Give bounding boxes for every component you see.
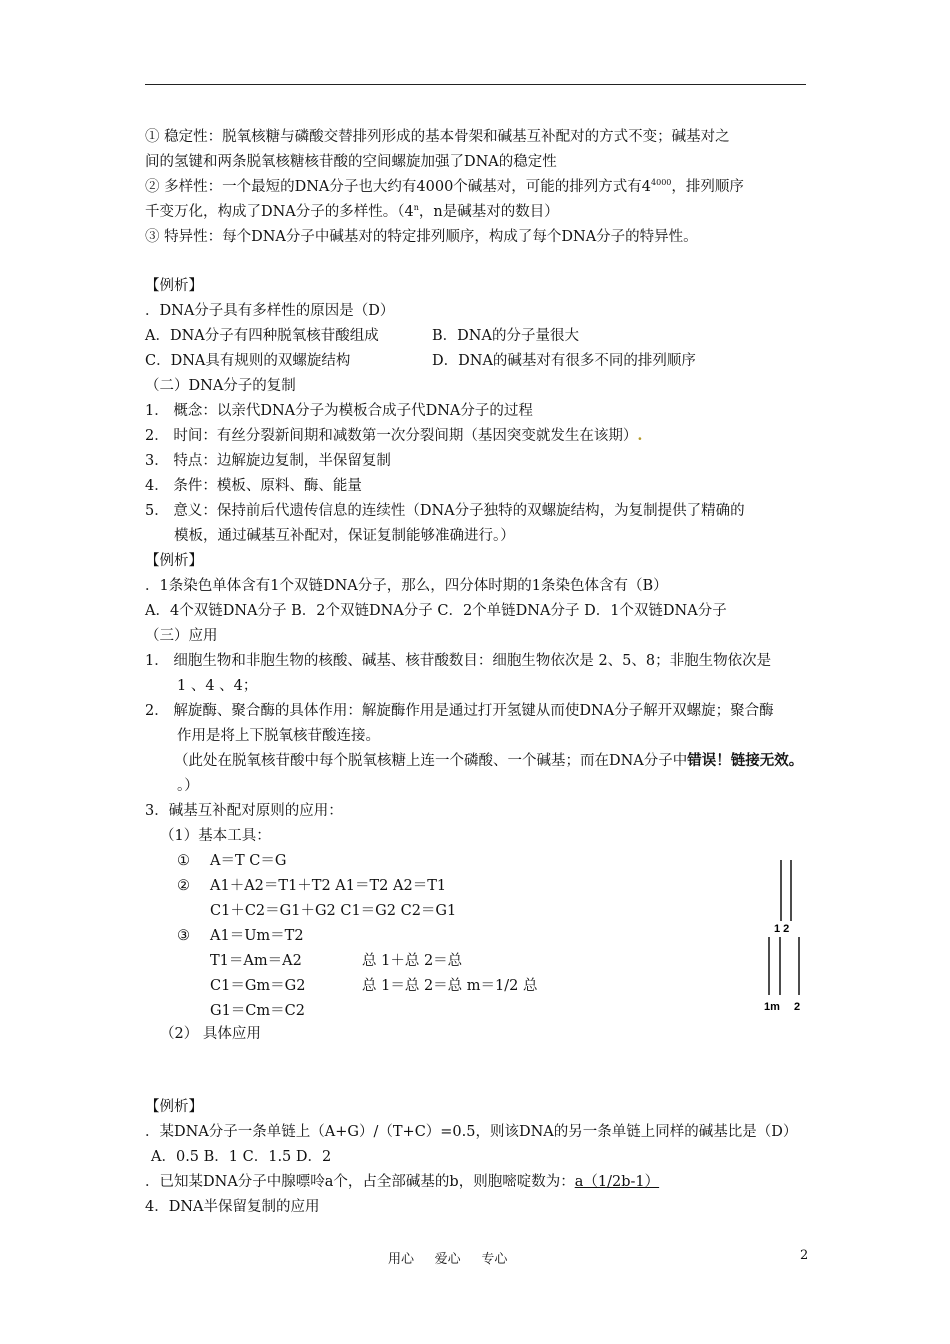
- diversity-line-2-text: 千变万化，构成了DNA分子的多样性。（4: [145, 204, 414, 220]
- example-3-question-2: [145, 1172, 659, 1192]
- formula-3c: C1＝Gm＝G2: [210, 978, 306, 994]
- replication-significance-2: 模板，通过碱基互补配对，保证复制能够准确进行。）: [174, 528, 515, 544]
- formula-3d: G1＝Cm＝C2: [210, 1003, 305, 1019]
- formula-2a: A1＋A2＝T1＋T2 A1＝T2 A2＝T1: [210, 878, 447, 894]
- example-1-question: ．DNA分子具有多样性的原因是（D）: [145, 303, 395, 319]
- example-2-question: ．1条染色单体含有1个双链DNA分子，那么，四分体时期的1条染色体含有（B）: [145, 578, 668, 594]
- footer-motto: 用心 爱心 专心: [388, 1252, 508, 1267]
- basic-tools-heading: （1）基本工具：: [160, 828, 271, 844]
- diversity-line-2: [145, 202, 559, 222]
- diversity-line-2-tail: ，n是碱基对的数目）: [418, 204, 559, 220]
- application-2-note-text: （此处在脱氧核苷酸中每个脱氧核糖上连一个磷酸、一个碱基；而在DNA分子中: [174, 753, 688, 769]
- diagram-label-2: 2: [794, 1001, 801, 1013]
- formula-2b: C1＋C2＝G1＋G2 C1＝G2 C2＝G1: [210, 903, 457, 919]
- application-2-line-1: 2． 解旋酶、聚合酶的具体作用：解旋酶作用是通过打开氢键从而使DNA分子解开双螺旋；聚合酶: [145, 703, 774, 719]
- replication-time-text: 2． 时间：有丝分裂新间期和减数第一次分裂间期（基因突变就发生在该期）: [145, 428, 638, 444]
- example-3-question-1: ．某DNA分子一条单链上（A+G）/（T+C）=0.5，则该DNA的另一条单链上同样的碱基比是（D）: [145, 1124, 798, 1140]
- application-2-line-2: 作用是将上下脱氧核苷酸连接。: [177, 728, 380, 744]
- replication-significance-1: 5． 意义：保持前后代遗传信息的连续性（DNA分子独特的双螺旋结构，为复制提供了精确的: [145, 503, 745, 519]
- replication-condition: 4． 条件：模板、原料、酶、能量: [145, 478, 362, 494]
- diagram-label-1m: 1m: [764, 1001, 780, 1013]
- example-heading-1: 【例析】: [145, 278, 203, 294]
- diversity-exponent-n: n: [413, 203, 419, 213]
- diversity-exponent: 4000: [651, 178, 672, 188]
- specific-application-heading: （2） 具体应用: [160, 1026, 261, 1042]
- dna-strand-diagram: [755, 855, 815, 1015]
- stability-line-1: ① 稳定性：脱氧核糖与磷酸交替排列形成的基本骨架和碱基互补配对的方式不变；碱基对之: [145, 129, 730, 145]
- example-3-answer: a（1/2b-1）: [574, 1174, 660, 1190]
- application-3-heading: 3．碱基互补配对原则的应用：: [145, 803, 343, 819]
- example-3-question-2-text: ．已知某DNA分子中腺嘌呤a个，占全部碱基的b，则胞嘧啶数为：: [145, 1174, 575, 1190]
- example-heading-3: 【例析】: [145, 1099, 203, 1115]
- formula-3-number: ③: [177, 928, 190, 944]
- page-number: 2: [800, 1248, 809, 1263]
- example-3-options: A．0.5 B．1 C．1.5 D．2: [151, 1149, 332, 1165]
- header-rule: [145, 84, 806, 85]
- application-2-note-end: 。）: [177, 778, 199, 794]
- section-3-heading: （三）应用: [145, 628, 218, 644]
- application-2-note: [174, 751, 803, 771]
- broken-link-error: 错误！链接无效。: [687, 752, 804, 769]
- replication-time: [145, 426, 642, 446]
- replication-feature: 3． 特点：边解旋边复制，半保留复制: [145, 453, 391, 469]
- application-1-line-2: 1 、4 、4；: [177, 678, 258, 694]
- example-1-option-a: A．DNA分子有四种脱氧核苷酸组成: [145, 328, 379, 344]
- formula-1: A＝T C＝G: [210, 853, 287, 869]
- diagram-top-label: 1 2: [774, 923, 790, 935]
- formula-3b-total: 总 1＋总 2＝总: [362, 953, 463, 969]
- section-2-heading: （二）DNA分子的复制: [145, 378, 296, 394]
- formula-3b: T1＝Am＝A2: [210, 953, 302, 969]
- specificity-line: ③ 特异性：每个DNA分子中碱基对的特定排列顺序，构成了每个DNA分子的特异性。: [145, 229, 698, 245]
- example-1-option-d: D．DNA的碱基对有很多不同的排列顺序: [432, 353, 696, 369]
- example-2-options: A．4个双链DNA分子 B．2个双链DNA分子 C．2个单链DNA分子 D．1个双链DNA分子: [145, 603, 727, 619]
- formula-3c-total: 总 1＝总 2＝总 m＝1/2 总: [362, 978, 538, 994]
- diversity-line-1-tail: ，排列顺序: [671, 179, 744, 195]
- replication-concept: 1． 概念：以亲代DNA分子为模板合成子代DNA分子的过程: [145, 403, 533, 419]
- example-heading-2: 【例析】: [145, 553, 203, 569]
- application-1-line-1: 1． 细胞生物和非胞生物的核酸、碱基、核苷酸数目：细胞生物依次是 2、5、8；非胞生物依次是: [145, 653, 772, 669]
- diversity-line-1-text: ② 多样性：一个最短的DNA分子也大约有4000个碱基对，可能的排列方式有4: [145, 179, 652, 195]
- replication-time-dot: .: [637, 427, 643, 444]
- formula-1-number: ①: [177, 853, 190, 869]
- diversity-line-1: [145, 177, 744, 197]
- stability-line-2: 间的氢键和两条脱氧核糖核苷酸的空间螺旋加强了DNA的稳定性: [145, 154, 557, 170]
- example-1-option-c: C．DNA具有规则的双螺旋结构: [145, 353, 351, 369]
- example-1-option-b: B．DNA的分子量很大: [432, 328, 579, 344]
- application-4-heading: 4．DNA半保留复制的应用: [145, 1199, 320, 1215]
- formula-3a: A1＝Um＝T2: [210, 928, 304, 944]
- formula-2-number: ②: [177, 878, 190, 894]
